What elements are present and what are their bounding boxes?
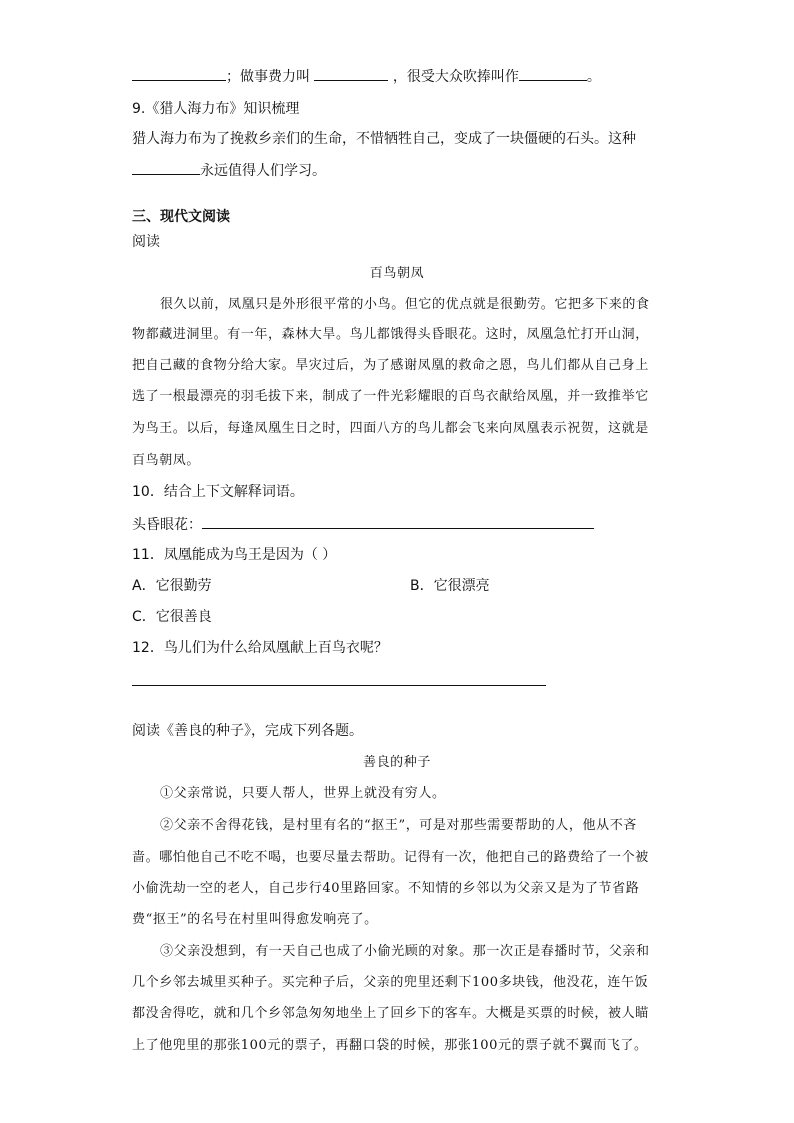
- passage1-line: 为鸟王。以后，每逢凤凰生日之时，四面八方的鸟儿都会飞来向凤凰表示祝贺，这就是: [132, 421, 649, 436]
- q10-title: 10．结合上下文解释词语。: [132, 484, 304, 500]
- passage2-line: 都没舍得吃，就和几个乡邻急匆匆地坐上了回乡下的客车。大概是买票的时候，被人瞄: [132, 1006, 649, 1021]
- passage1-line: 选了一根最漂亮的羽毛拔下来，制成了一件光彩耀眼的百鸟衣献给凤凰，并一致推举它: [132, 389, 649, 404]
- passage2-line: 上了他兜里的那张100元的票子，再翻口袋的时候，那张100元的票子就不翼而飞了。: [132, 1038, 648, 1053]
- passage2-line: 啬。哪怕他自己不吃不喝，也要尽量去帮助。记得有一次，他把自己的路费给了一个被: [132, 850, 649, 865]
- q11-title: 11．凤凰能成为鸟王是因为（ ）: [132, 547, 337, 563]
- answer-blank[interactable]: [202, 514, 594, 529]
- passage2-title: 善良的种子: [362, 755, 431, 770]
- passage1-line: 把自己藏的食物分给大家。旱灾过后，为了感谢凤凰的救命之恩，鸟儿们都从自己身上: [132, 358, 649, 373]
- q11-option-a[interactable]: A．它很勤劳: [132, 578, 212, 594]
- q11-option-c[interactable]: C．它很善良: [132, 609, 212, 625]
- passage2-line: ①父亲常说，只要人帮人，世界上就没有穷人。: [160, 786, 446, 801]
- q9-line2: 永远值得人们学习。: [132, 160, 326, 181]
- q9-line1: 猎人海力布为了挽救乡亲们的生命，不惜牺牲自己，变成了一块僵硬的石头。这种: [132, 131, 636, 147]
- answer-blank[interactable]: [314, 66, 388, 81]
- q8-tail-line: ；做事费力叫 ，很受大众吹捧叫作 。: [132, 66, 601, 87]
- passage1-title: 百鸟朝凤: [369, 266, 425, 281]
- answer-line[interactable]: [132, 685, 546, 686]
- q11-option-b[interactable]: B．它很漂亮: [410, 578, 490, 594]
- answer-blank[interactable]: [132, 160, 200, 175]
- answer-blank[interactable]: [519, 66, 587, 81]
- section-heading: 三、现代文阅读: [132, 209, 230, 225]
- passage2-line: ③父亲没想到，有一天自己也成了小偷光顾的对象。那一次正是春播时节，父亲和: [160, 944, 650, 959]
- passage2-line: 几个乡邻去城里买种子。买完种子后，父亲的兜里还剩下100多块钱，他没花，连午饭: [132, 975, 649, 990]
- q10-term-line: 头昏眼花：: [132, 514, 594, 535]
- passage1-line: 很久以前，凤凰只是外形很平常的小鸟。但它的优点就是很勤劳。它把多下来的食: [160, 297, 650, 312]
- answer-blank[interactable]: [132, 66, 226, 81]
- passage1-line: 百鸟朝凤。: [132, 453, 201, 468]
- passage2-intro: 阅读《善良的种子》，完成下列各题。: [132, 723, 363, 739]
- passage1-line: 物都藏进洞里。有一年，森林大旱。鸟儿都饿得头昏眼花。这时，凤凰急忙打开山洞，: [132, 327, 649, 342]
- q12-title: 12．鸟儿们为什么给凤凰献上百鸟衣呢？: [132, 640, 388, 656]
- passage2-line: 小偷洗劫一空的老人，自己步行40里路回家。不知情的乡邻以为父亲又是为了节省路: [132, 881, 640, 896]
- q9-title: 9.《猎人海力布》知识梳理: [132, 101, 300, 117]
- passage2-line: 费“抠王”的名号在村里叫得愈发响亮了。: [132, 912, 378, 927]
- passage2-line: ②父亲不舍得花钱，是村里有名的“抠王”，可是对那些需要帮助的人，他从不吝: [160, 818, 637, 833]
- read-label: 阅读: [132, 234, 160, 250]
